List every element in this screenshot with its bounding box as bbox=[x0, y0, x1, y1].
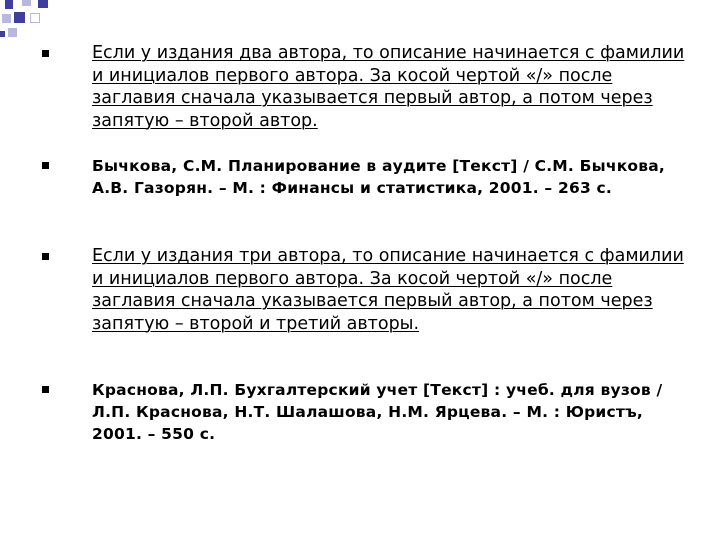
list-item-2 bbox=[40, 155, 690, 221]
deco-square-lavender-1 bbox=[22, 0, 31, 6]
deco-square-lavender-2 bbox=[2, 14, 11, 23]
list-item-4 bbox=[40, 379, 690, 445]
item-text: Если у издания два автора, то описание начинается с фамилии и инициалов первого автора. За косой чертой «/» после заглавия сначала указывается первый автор, а потом через запятую – второй автор. bbox=[92, 43, 685, 131]
bullet-icon bbox=[42, 386, 49, 393]
reference-text: Бычкова, С.М. Планирование в аудите [Текст] / С.М. Бычкова, А.В. Газорян. – М. : Финансы и статистика, 2001. – 263 с. bbox=[92, 157, 666, 197]
bullet-icon bbox=[42, 162, 49, 169]
item-text: Если у издания три автора, то описание начинается с фамилии и инициалов первого автора. За косой чертой «/» после заглавия сначала указывается первый автор, а потом через запятую – второй и третий авторы. bbox=[92, 246, 684, 334]
deco-square-blue-4 bbox=[0, 31, 5, 37]
bullet-icon bbox=[42, 253, 49, 260]
deco-square-outline bbox=[30, 13, 40, 23]
deco-square-blue-3 bbox=[14, 12, 25, 23]
list-item-1 bbox=[40, 42, 690, 134]
bullet-icon bbox=[42, 50, 49, 57]
deco-square-lavender-3 bbox=[8, 28, 17, 37]
deco-square-blue-2 bbox=[38, 0, 48, 8]
reference-text: Краснова, Л.П. Бухгалтерский учет [Текст] : учеб. для вузов / Л.П. Краснова, Н.Т. Шалашова, Н.М. Ярцева. – М. : Юристъ, 2001. – 550 с. bbox=[92, 381, 663, 443]
decorative-squares bbox=[0, 0, 60, 40]
list-item-3 bbox=[40, 245, 690, 357]
deco-square-blue-1 bbox=[5, 0, 13, 9]
